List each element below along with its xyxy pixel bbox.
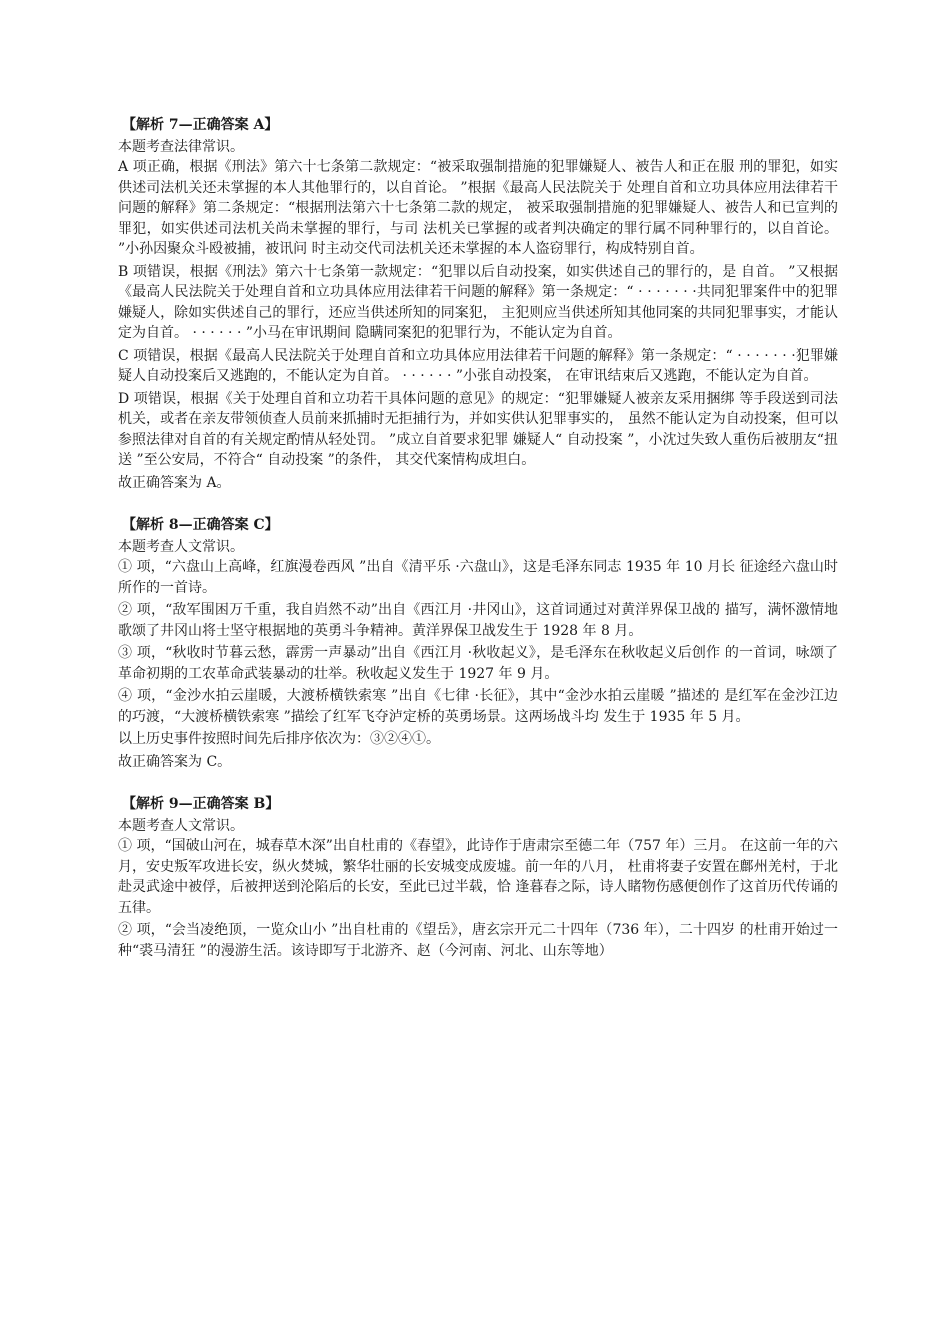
- section-paragraph: ② 项，“会当凌绝顶，一览众山小 ”出自杜甫的《望岳》，唐玄宗开元二十四年（736 年），二十四岁 的杜甫开始过一种“裘马清狂 ”的漫游生活。该诗即写于北游齐、赵（今河南、河北、山东等地）: [118, 922, 838, 959]
- section-heading: 【解析 7—正确答案 A】: [122, 117, 279, 133]
- section-conclusion: 故正确答案为 C。: [118, 753, 232, 770]
- section-topic: 本题考查人文常识。: [118, 817, 244, 834]
- analysis-section-9: [118, 794, 838, 961]
- analysis-section-7: [118, 115, 838, 493]
- section-paragraph: 以上历史事件按照时间先后排序依次为：③②④①。: [118, 731, 440, 747]
- section-paragraph: A 项正确，根据《刑法》第六十七条第二款规定：“被采取强制措施的犯罪嫌疑人、被告人和正在服 刑的罪犯，如实供述司法机关还未掌握的本人其他罪行的，以自首论。 ”根据《最高人民法院关于 处理自首和立功具体应用法律若干问题的解释》第二条规定：“根据刑法第六十七条第二款的规定， 被采取强制措施的犯罪嫌疑人、被告人和已宣判的罪犯，如实供述司法机关尚未掌握的罪行，与司 法机关已掌握的或者判决确定的罪行属不同种罪行的，以自首论。 ”小孙因聚众斗殴被捕，被讯问 时主动交代司法机关还未掌握的本人盗窃罪行，构成特别自首。: [118, 159, 838, 257]
- section-heading: 【解析 9—正确答案 B】: [122, 796, 280, 812]
- section-paragraph: D 项错误，根据《关于处理自首和立功若干具体问题的意见》的规定：“犯罪嫌疑人被亲友采用捆绑 等手段送到司法机关，或者在亲友带领侦查人员前来抓捕时无拒捕行为，并如实供认犯罪事实的， 虽然不能认定为自动投案，但可以参照法律对自首的有关规定酌情从轻处罚。 ”成立自首要求犯罪 嫌疑人“ 自动投案 ”，小沈过失致人重伤后被朋友“扭送 ”至公安局，不符合“ 自动投案 ”的条件， 其交代案情构成坦白。: [118, 390, 838, 468]
- section-paragraph: ④ 项，“金沙水拍云崖暖，大渡桥横铁索寒 ”出自《七律 ·长征》，其中“金沙水拍云崖暖 ”描述的 是红军在金沙江边的巧渡，“大渡桥横铁索寒 ”描绘了红军飞夺泸定桥的英勇场景。这两场战斗均 发生于 1935 年 5 月。: [118, 688, 838, 725]
- section-paragraph: ② 项，“敌军围困万千重，我自岿然不动”出自《西江月 ·井冈山》，这首词通过对黄洋界保卫战的 描写，满怀激情地歌颂了井冈山将士坚守根据地的英勇斗争精神。黄洋界保卫战发生于 1928 年 8 月。: [118, 602, 838, 639]
- section-topic: 本题考查人文常识。: [118, 538, 244, 555]
- section-paragraph: C 项错误，根据《最高人民法院关于处理自首和立功具体应用法律若干问题的解释》第一条规定：“ · · · · · · ·犯罪嫌疑人自动投案后又逃跑的，不能认定为自首。 · · · · · · ”小张自动投案， 在审讯结束后又逃跑，不能认定为自首。: [118, 347, 838, 384]
- section-paragraph: B 项错误，根据《刑法》第六十七条第一款规定：“犯罪以后自动投案，如实供述自己的罪行的，是 自首。 ”又根据《最高人民法院关于处理自首和立功具体应用法律若干问题的解释》第一条规定：“ · · · · · · ·共同犯罪案件中的犯罪嫌疑人，除如实供述自己的罪行，还应当供述所知的同案犯， 主犯则应当供述所知其他同案的共同犯罪事实，才能认定为自首。 · · · · · · ”小马在审讯期间 隐瞒同案犯的犯罪行为，不能认定为自首。: [118, 263, 838, 341]
- section-paragraph: ① 项，“国破山河在，城春草木深”出自杜甫的《春望》，此诗作于唐肃宗至德二年（757 年）三月。 在这前一年的六月，安史叛军攻进长安，纵火焚城，繁华壮丽的长安城变成废墟。前一年的八月， 杜甫将妻子安置在鄜州羌村，于北赴灵武途中被俘，后被押送到沦陷后的长安，至此已过半载，恰 逢暮春之际，诗人睹物伤感便创作了这首历代传诵的五律。: [118, 838, 838, 916]
- document-page: [118, 115, 838, 983]
- section-paragraph: ③ 项，“秋收时节暮云愁，霹雳一声暴动”出自《西江月 ·秋收起义》，是毛泽东在秋收起义后创作 的一首词，咏颂了革命初期的工农革命武装暴动的壮举。秋收起义发生于 1927 年 9 月。: [118, 645, 838, 682]
- section-paragraph: ① 项，“六盘山上高峰，红旗漫卷西风 ”出自《清平乐 ·六盘山》，这是毛泽东同志 1935 年 10 月长 征途经六盘山时所作的一首诗。: [118, 559, 838, 596]
- section-conclusion: 故正确答案为 A。: [118, 474, 231, 491]
- section-topic: 本题考查法律常识。: [118, 138, 244, 155]
- analysis-section-8: [118, 515, 838, 772]
- section-heading: 【解析 8—正确答案 C】: [122, 517, 279, 533]
